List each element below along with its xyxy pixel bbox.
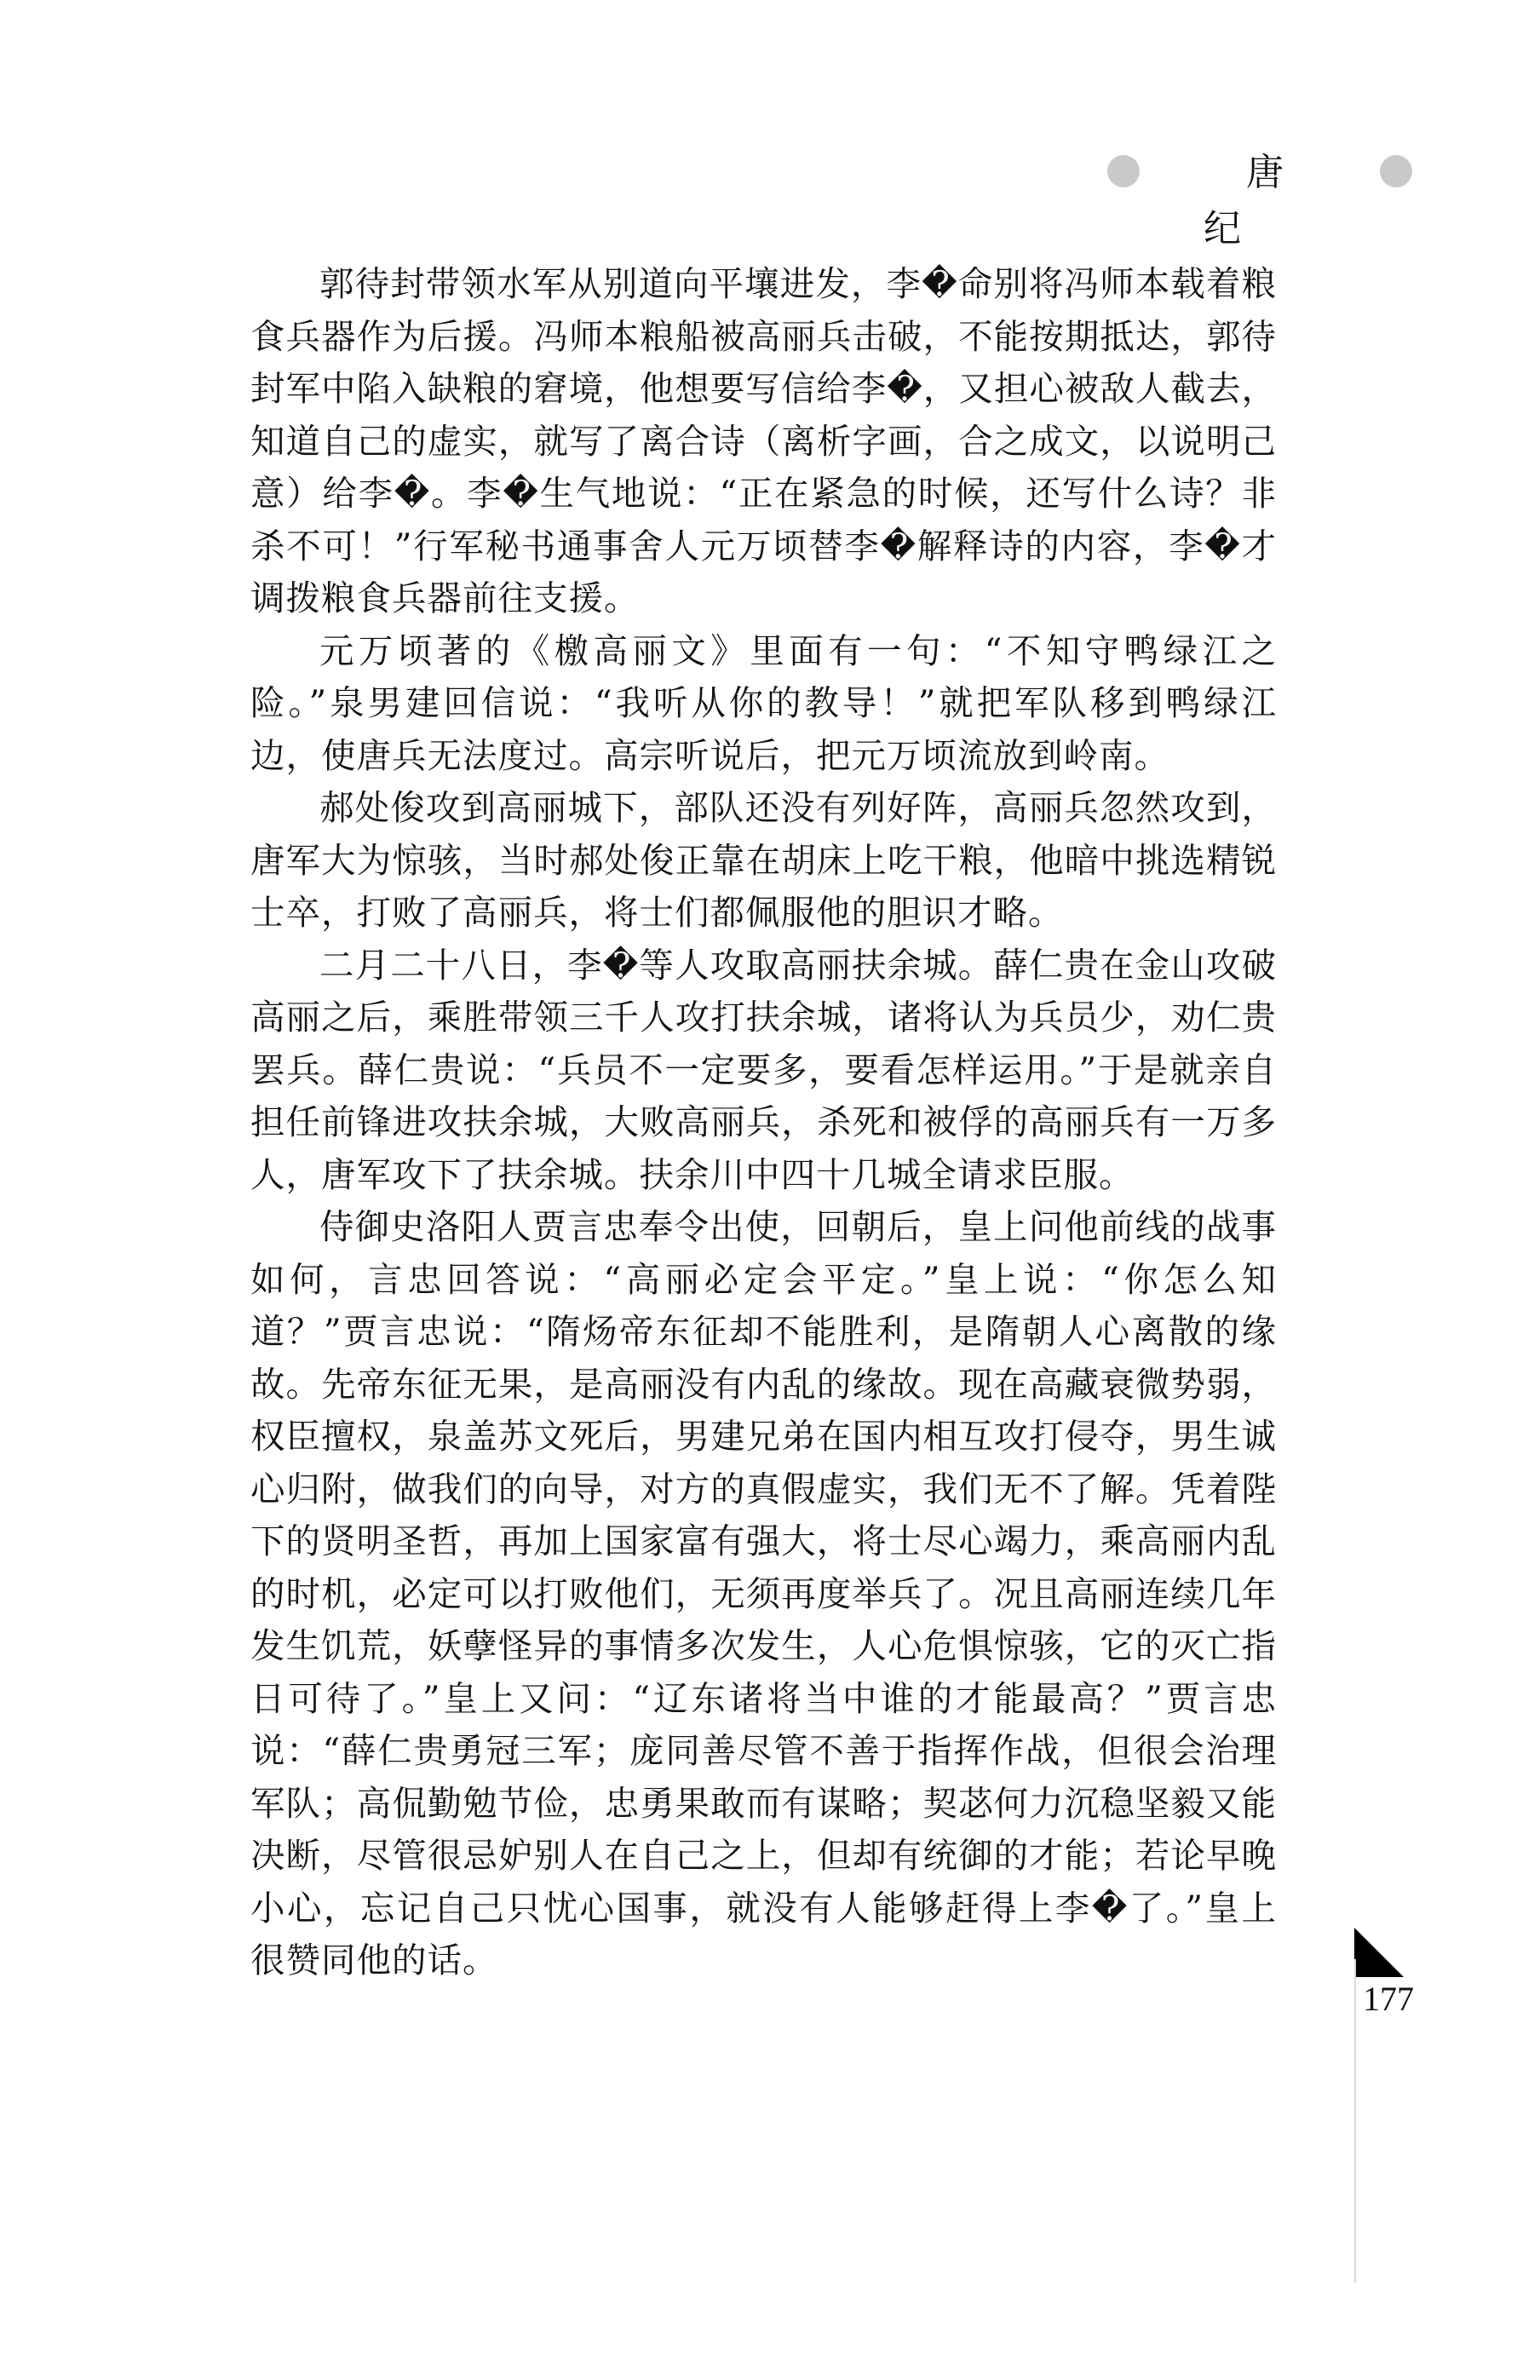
header-title: 唐 纪 [1204, 151, 1369, 250]
running-header [1107, 143, 1431, 250]
margin-rule [1354, 1959, 1356, 2283]
page-number: 177 [1363, 1980, 1414, 2018]
paragraph-1: 郭待封带领水军从别道向平壤进发，李�命别将冯师本载着粮食兵器作为后援。冯师本粮船被高丽兵击破，不能按期抵达，郭待封军中陷入缺粮的窘境，他想要写信给李�，又担心被敌人截去，知道自己的虚实，就写了离合诗（离析字画，合之成文，以说明己意）给李�。李�生气地说：“正在紧急的时候，还写什么诗？非杀不可！”行军秘书通事舍人元万顷替李�解释诗的内容，李�才调拨粮食兵器前往支援。 [250, 263, 1277, 618]
paragraph-2: 元万顷著的《檄高丽文》里面有一句：“不知守鸭绿江之险。”泉男建回信说：“我听从你的教导！”就把军队移到鸭绿江边，使唐兵无法度过。高宗听说后，把元万顷流放到岭南。 [250, 629, 1277, 776]
header-dot-left-icon [1107, 155, 1140, 187]
body-text [250, 258, 1277, 1987]
page-corner-triangle-icon [1354, 1928, 1404, 1977]
paragraph-5: 侍御史洛阳人贾言忠奉令出使，回朝后，皇上问他前线的战事如何，言忠回答说：“高丽必定会平定。”皇上说：“你怎么知道？”贾言忠说：“隋炀帝东征却不能胜利，是隋朝人心离散的缘故。先帝东征无果，是高丽没有内乱的缘故。现在高藏衰微势弱，权臣擅权，泉盖苏文死后，男建兄弟在国内相互攻打侵夺，男生诚心归附，做我们的向导，对方的真假虚实，我们无不了解。凭着陛下的贤明圣哲，再加上国家富有强大，将士尽心竭力，乘高丽内乱的时机，必定可以打败他们，无须再度举兵了。况且高丽连续几年发生饥荒，妖孽怪异的事情多次发生，人心危惧惊骇，它的灭亡指日可待了。”皇上又问：“辽东诸将当中谁的才能最高？”贾言忠说：“薛仁贵勇冠三军；庞同善尽管不善于指挥作战，但很会治理军队；高侃勤勉节俭，忠勇果敢而有谋略；契苾何力沉稳坚毅又能决断，尽管很忌妒别人在自己之上，但却有统御的才能；若论早晚小心，忘记自己只忧心国事，就没有人能够赶得上李�了。”皇上很赞同他的话。 [250, 1206, 1277, 1980]
paragraph-4: 二月二十八日，李�等人攻取高丽扶余城。薛仁贵在金山攻破高丽之后，乘胜带领三千人攻打扶余城，诸将认为兵员少，劝仁贵罢兵。薛仁贵说：“兵员不一定要多，要看怎样运用。”于是就亲自担任前锋进攻扶余城，大败高丽兵，杀死和被俘的高丽兵有一万多人，唐军攻下了扶余城。扶余川中四十几城全请求臣服。 [250, 944, 1277, 1195]
paragraph-3: 郝处俊攻到高丽城下，部队还没有列好阵，高丽兵忽然攻到，唐军大为惊骇，当时郝处俊正靠在胡床上吃干粮，他暗中挑选精锐士卒，打败了高丽兵，将士们都佩服他的胆识才略。 [250, 787, 1277, 933]
header-dot-right-icon [1380, 155, 1412, 187]
